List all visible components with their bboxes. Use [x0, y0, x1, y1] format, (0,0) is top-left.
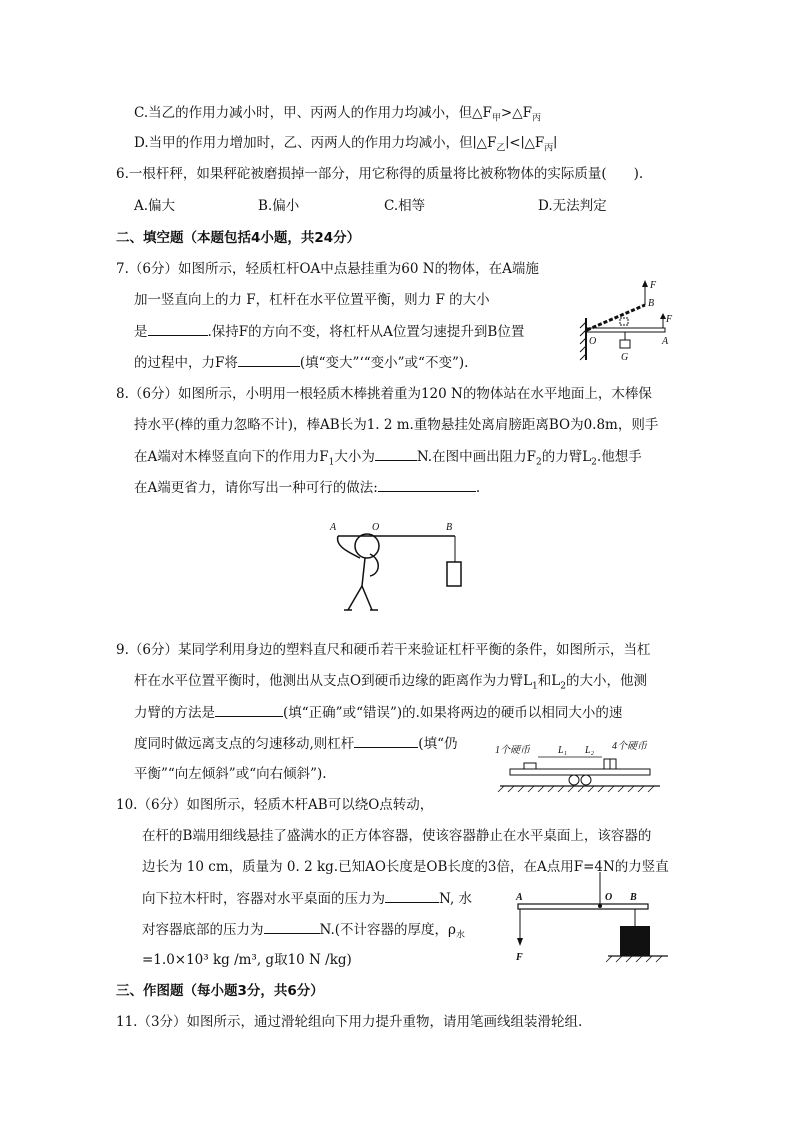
q6-option-c: C.相等: [384, 198, 426, 214]
q9-line3: 力臂的方法是 (填“正确”或“错误”)的.如果将两边的硬币以相同大小的速: [134, 702, 622, 723]
q7-label-o: O: [589, 336, 597, 347]
q9-blank-1[interactable]: [215, 702, 283, 717]
q9-pivot-circle-icon: [569, 775, 579, 785]
section-2-title: 二、填空题（本题包括4小题，共24分）: [116, 230, 361, 246]
q7-weight-dashed: [620, 318, 628, 325]
q8-line3: 在A端对木棒竖直向下的作用力$F_1$大小为 N.在图中画出阻力$F_2$的力臂$L_2$.他想手: [134, 446, 642, 473]
q8-leg-left: [348, 586, 362, 610]
q9-table-hatch: [498, 786, 654, 792]
q8-label-b: B: [446, 522, 453, 533]
q6-option-d: D.无法判定: [538, 198, 607, 214]
section-3-title: 三、作图题（每小题3分，共6分）: [116, 983, 324, 999]
q9-label-1coin: 1个硬币: [495, 745, 530, 756]
q6-stem: 6.一根杆秤，如果秤砣被磨损掉一部分，用它称得的质量将比被称物体的实际质量( ).: [116, 166, 644, 182]
q10-line5: 对容器底部的压力为 N.(不计容器的厚度，$\rho_水$: [142, 919, 465, 946]
q8-leg-right: [362, 586, 372, 610]
q7-line1: 7.（6分）如图所示，轻质杠杆OA中点悬挂重为60 N的物体，在A端施: [116, 261, 539, 277]
q7-label-f-top: F: [650, 280, 657, 291]
q9-line4: 度同时做远离支点的匀速移动,则杠杆 (填“仍: [134, 733, 457, 754]
q10-arrow-down-icon: [517, 938, 523, 946]
q10-container: [620, 926, 650, 956]
q9-pivot-circle-2-icon: [581, 775, 591, 785]
q7-blank-1[interactable]: [148, 321, 208, 336]
q7-weight: [620, 340, 630, 348]
q11-line1: 11.（3分）如图所示，通过滑轮组向下用力提升重物，请用笔画线组装滑轮组.: [116, 1014, 583, 1030]
q7-lever-raised: [587, 305, 645, 330]
q8-blank-1[interactable]: [375, 446, 417, 461]
q10-line2: 在杆的B端用细线悬挂了盛满水的正方体容器，使该容器静止在水平桌面上，该容器的: [142, 828, 652, 844]
q10-lever-figure: [508, 868, 678, 968]
q10-label-a: A: [516, 892, 523, 903]
q10-pivot-icon: [598, 904, 602, 908]
q8-label-o: O: [372, 522, 380, 533]
q9-label-l2: L₂: [585, 745, 595, 756]
q10-line4: 向下拉木杆时，容器对水平桌面的压力为 N, 水: [142, 888, 472, 909]
q7-line2: 加一竖直向上的力 F，杠杆在水平位置平衡，则力 F 的大小: [134, 292, 490, 308]
q9-blank-2[interactable]: [354, 733, 418, 748]
q8-line4: 在A端更省力，请你写出一种可行的做法: .: [134, 477, 480, 498]
q10-line3: 边长为 10 cm，质量为 0. 2 kg.已知AO长度是OB长度的3倍，在A点用F=4N的力竖直: [142, 859, 669, 875]
q7-label-b: B: [648, 298, 655, 309]
q10-label-b: B: [630, 892, 637, 903]
q10-table-hatch: [606, 956, 662, 962]
q9-ruler: [510, 769, 650, 775]
q9-ruler-figure: [490, 735, 670, 805]
q10-label-f: F: [516, 952, 523, 963]
q8-head: [355, 534, 379, 558]
q10-line6: =1.0×10³ kg /m³, g取10 N /kg): [142, 952, 352, 968]
q9-label-l1: L₁: [558, 745, 568, 756]
q7-label-a: A: [662, 336, 669, 347]
q10-label-o: O: [605, 892, 613, 903]
q8-weight: [447, 562, 461, 586]
q7-blank-2[interactable]: [238, 352, 300, 367]
q9-label-4coins: 4个硬币: [612, 741, 647, 752]
q6-option-b: B.偏小: [258, 198, 300, 214]
q8-body: [362, 558, 365, 586]
q5-option-d: D.当甲的作用力增加时，乙、丙两人的作用力均减小，但$∣\triangle F_乙∣<∣\triangle F_丙∣$: [134, 135, 558, 154]
q10-line1: 10.（6分）如图所示，轻质木杆AB可以绕O点转动，: [116, 797, 434, 813]
q10-lever: [518, 904, 648, 909]
q8-blank-2[interactable]: [378, 477, 476, 492]
q9-line2: 杆在水平位置平衡时，他测出从支点O到硬币边缘的距离作为力臂$L_1$和$L_2$的大小，他测: [134, 673, 647, 692]
q8-label-a: A: [330, 522, 337, 533]
q9-line5: 平衡”“向左倾斜”或“向右倾斜”).: [134, 766, 327, 782]
q8-line1: 8.（6分）如图所示，小明用一根轻质木棒挑着重为120 N的物体站在水平地面上，木棒保: [116, 386, 652, 402]
q6-option-a: A.偏大: [134, 198, 176, 214]
q7-label-f-right: F: [666, 314, 673, 325]
q10-blank-1[interactable]: [385, 888, 439, 903]
q7-line4: 的过程中，力F将 (填“变大”‘“变小”或“不变”).: [134, 352, 468, 373]
q5-option-c: C.当乙的作用力减小时，甲、丙两人的作用力均减小，但$\triangle F_甲>\triangle F_丙$: [134, 105, 541, 124]
q8-line2: 持水平(棒的重力忽略不计)，棒AB长为1. 2 m.重物悬挂处离肩膀距离BO为0.8m，则手: [134, 417, 659, 433]
q7-line3: 是 .保持F的方向不变，将杠杆从A位置匀速提升到B位置: [134, 321, 524, 342]
q9-coin-left: [524, 763, 536, 769]
q7-label-g: G: [621, 352, 629, 363]
q7-arrow-top-icon: [642, 280, 648, 287]
q7-lever-figure: [570, 280, 680, 370]
q10-blank-2[interactable]: [264, 919, 320, 934]
q9-line1: 9.（6分）某同学利用身边的塑料直尺和硬币若干来验证杠杆平衡的条件，如图所示，当杠: [116, 642, 651, 658]
q8-person-figure: [320, 518, 480, 618]
q7-lever-horizontal: [587, 328, 665, 332]
